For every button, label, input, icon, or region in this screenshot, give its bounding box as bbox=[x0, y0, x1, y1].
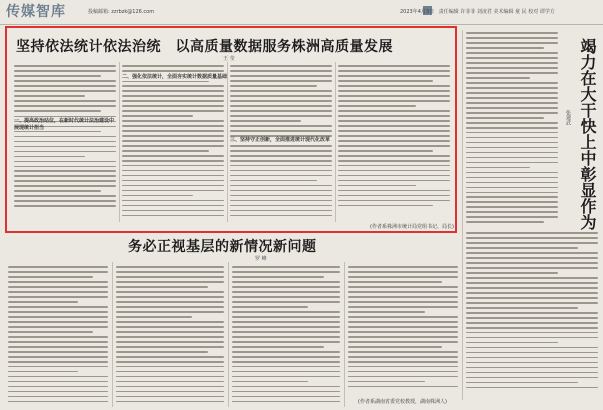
article1-byline: 王 莹 bbox=[223, 56, 235, 62]
submission-email: 投稿邮箱: zzrbzk@126.com bbox=[88, 9, 155, 15]
masthead bbox=[0, 0, 603, 25]
article2-byline: 罗 峰 bbox=[255, 256, 267, 262]
date-text: 2023年4月3日 bbox=[400, 9, 435, 15]
editor-credits: 责任编辑 许菲菲 刘凌君 美术编辑 童 民 校对 谭学方 bbox=[438, 9, 555, 15]
article1-author-note: (作者系株洲市统计局党组书记、局长) bbox=[370, 224, 454, 230]
article2-column-3 bbox=[232, 266, 340, 408]
article2-headline: 务必正视基层的新情况新问题 bbox=[128, 239, 317, 255]
article1-column-1 bbox=[14, 65, 116, 221]
column-divider bbox=[112, 262, 113, 407]
article1-column-2 bbox=[122, 65, 224, 221]
column-divider bbox=[228, 262, 229, 407]
sidebar-byline: 张建武 bbox=[565, 110, 571, 125]
article1-subhead-2: 二、强化依法统计，全面夯实统计数据质量基础 bbox=[122, 74, 228, 80]
column-divider bbox=[335, 62, 336, 222]
column-divider bbox=[119, 62, 120, 222]
article2-column-1 bbox=[8, 266, 108, 408]
article2-column-4 bbox=[348, 266, 458, 394]
article2-column-2 bbox=[116, 266, 224, 408]
column-divider bbox=[227, 62, 228, 222]
sidebar-column bbox=[466, 32, 558, 227]
article1-subhead-1: 一、提高政治站位，在新时代统计法治建设中展现统计担当 bbox=[14, 118, 115, 131]
article2-author-note: (作者系湖南省委党校教授，湖南株洲人) bbox=[358, 399, 447, 405]
column-divider bbox=[344, 262, 345, 407]
article1-column-4 bbox=[338, 65, 450, 220]
sidebar-column-lower bbox=[466, 232, 598, 392]
sidebar-headline: 竭力在大干快上中彰显作为 bbox=[578, 38, 597, 230]
section-title: 传媒智库 bbox=[6, 4, 66, 20]
article1-headline: 坚持依法统计依法治统 以高质量数据服务株洲高质量发展 bbox=[16, 39, 393, 55]
issue-date bbox=[400, 8, 555, 15]
column-divider bbox=[462, 30, 463, 400]
article1-subhead-3: 三、坚持守正创新，全面推进统计现代化改革 bbox=[230, 137, 331, 143]
